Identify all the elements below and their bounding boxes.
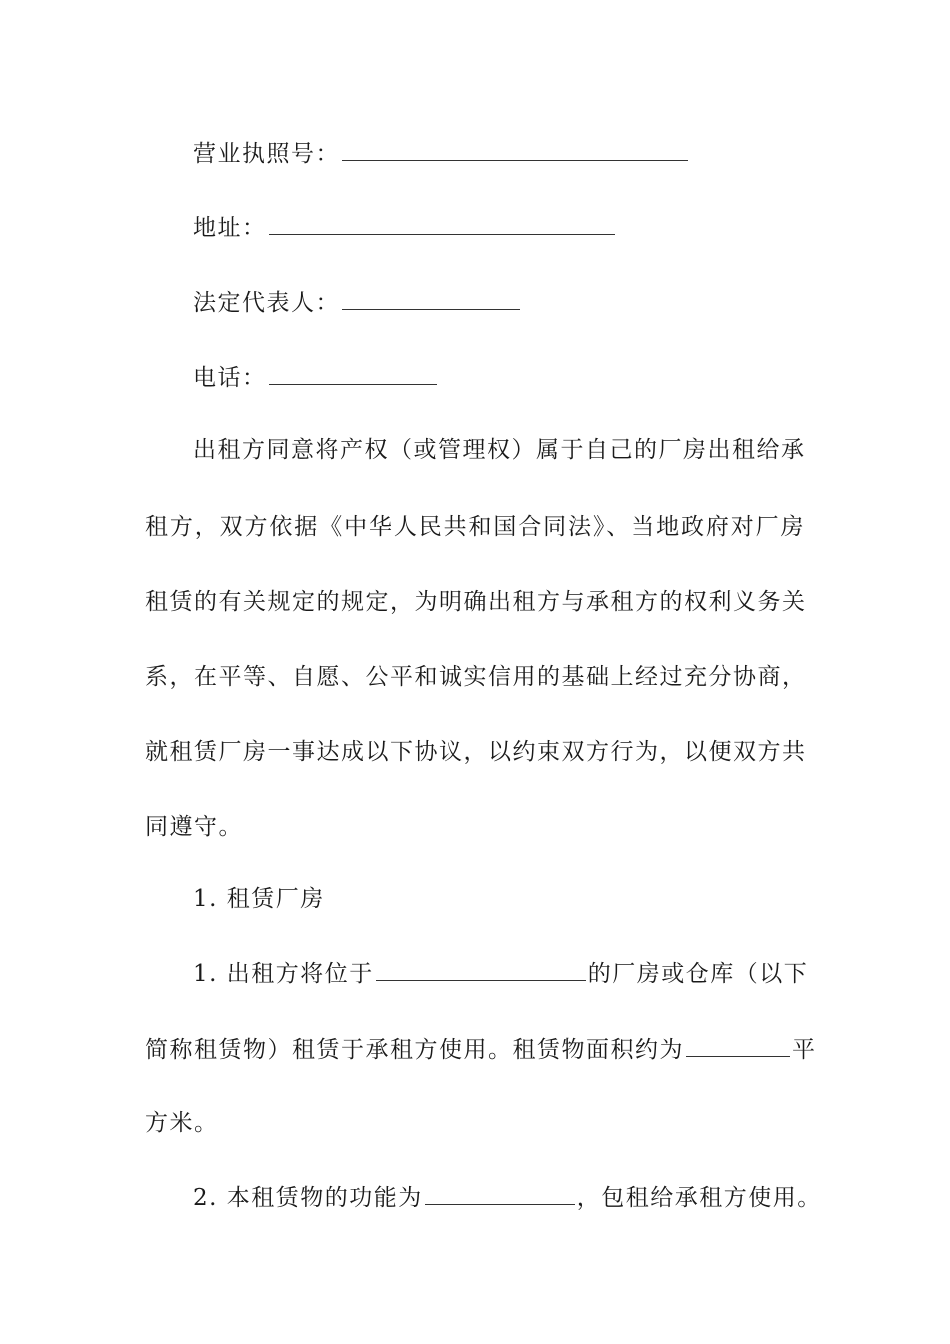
item-1-text-b: 的厂房或仓库（以下 — [587, 961, 809, 987]
item-2-text-a: 2. 本租赁物的功能为 — [193, 1185, 423, 1211]
intro-line-1: 出租方同意将产权（或管理权）属于自己的厂房出租给承 — [193, 437, 806, 463]
legal-rep-field — [193, 287, 853, 318]
location-blank[interactable] — [376, 958, 586, 981]
item-1-text-c: 简称租赁物）租赁于承租方使用。租赁物面积约为 — [145, 1037, 684, 1063]
intro-line-5: 就租赁厂房一事达成以下协议，以约束双方行为，以便双方共 — [145, 739, 807, 765]
intro-line-6: 同遵守。 — [145, 814, 243, 840]
item-2-text-b: ，包租给承租方使用。 — [576, 1185, 822, 1211]
section-1-heading: 1. 租赁厂房 — [193, 886, 325, 912]
license-label: 营业执照号： — [193, 141, 340, 167]
intro-line-3: 租赁的有关规定的规定，为明确出租方与承租方的权利义务关 — [145, 589, 807, 615]
area-blank[interactable] — [686, 1034, 790, 1057]
item-1-text-d: 平 — [792, 1037, 817, 1063]
section-1-item-1-line-2 — [145, 1034, 817, 1065]
intro-line-4: 系，在平等、自愿、公平和诚实信用的基础上经过充分协商， — [145, 664, 807, 690]
address-field — [193, 212, 853, 243]
section-1-item-2 — [193, 1182, 822, 1213]
section-1-item-1-line-3: 方米。 — [145, 1110, 219, 1136]
phone-blank[interactable] — [269, 362, 437, 385]
license-blank[interactable] — [342, 138, 688, 161]
license-field — [193, 138, 853, 169]
phone-label: 电话： — [193, 365, 267, 391]
legal-rep-blank[interactable] — [342, 287, 520, 310]
section-1-item-1-line-1 — [193, 958, 809, 989]
address-label: 地址： — [193, 215, 267, 241]
intro-line-2: 租方，双方依据《中华人民共和国合同法》、当地政府对厂房 — [145, 514, 805, 540]
item-1-text-a: 1. 出租方将位于 — [193, 961, 374, 987]
phone-field — [193, 362, 853, 393]
function-blank[interactable] — [425, 1182, 575, 1205]
address-blank[interactable] — [269, 212, 615, 235]
legal-rep-label: 法定代表人： — [193, 290, 340, 316]
